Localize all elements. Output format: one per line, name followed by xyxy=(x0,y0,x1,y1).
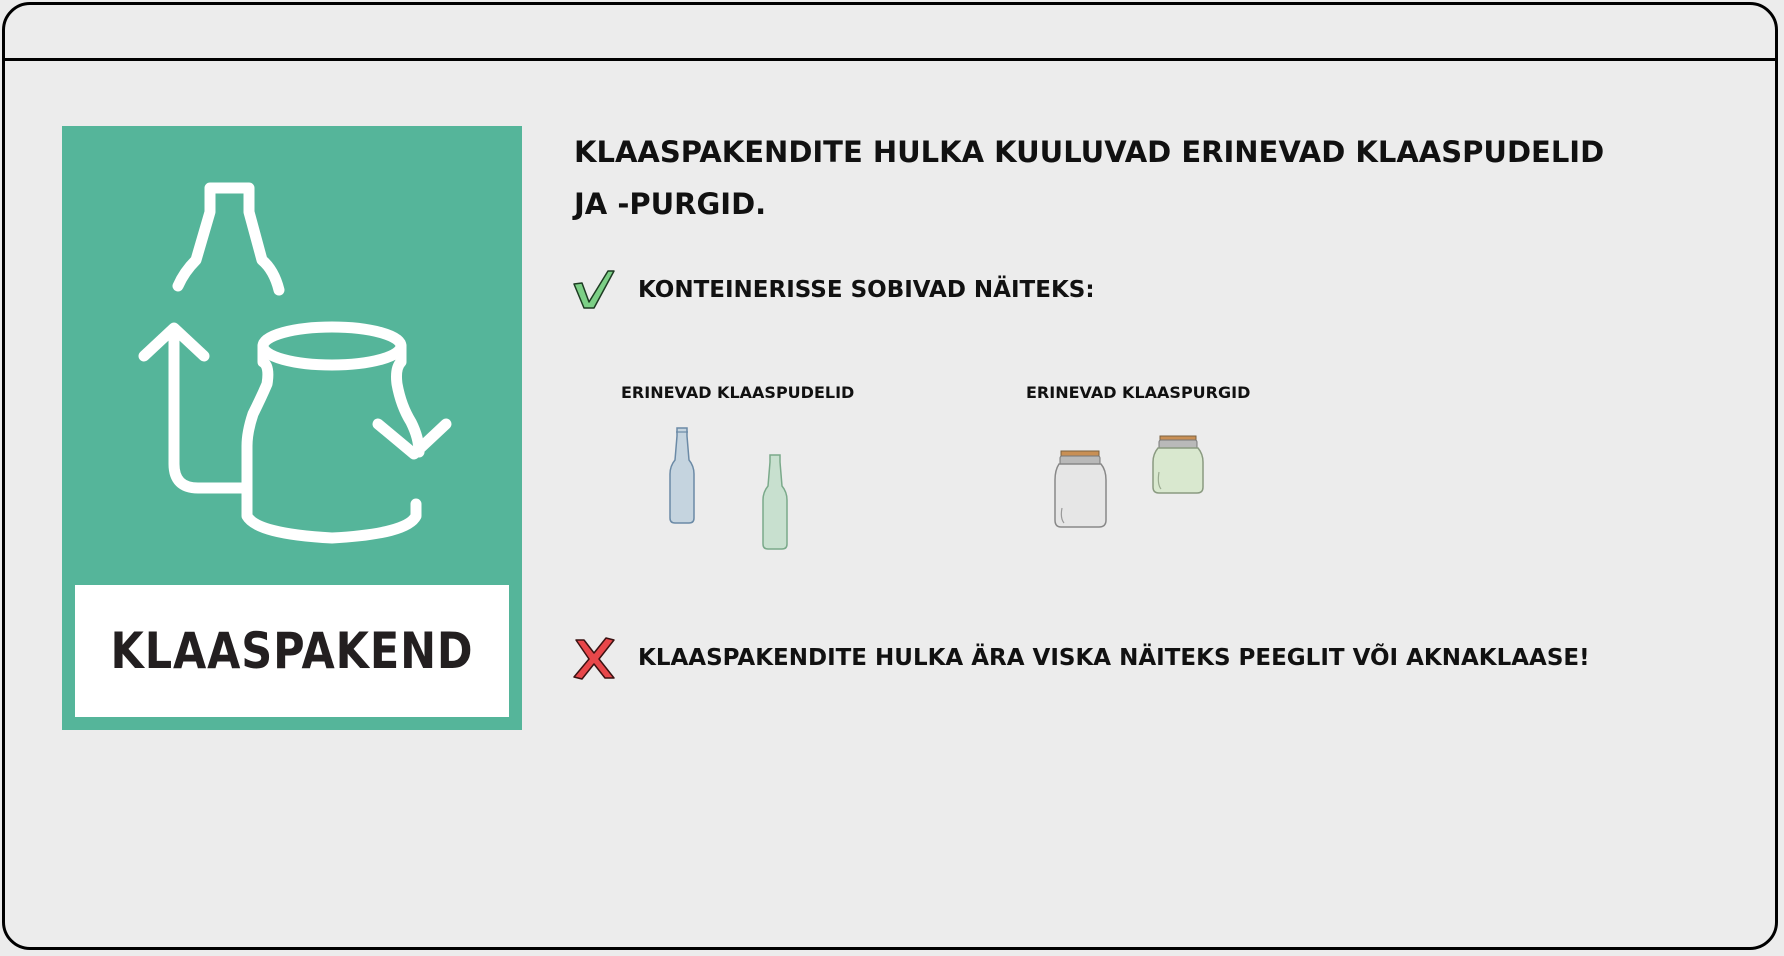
glass-bottles-icon xyxy=(660,424,800,554)
example-label-bottles: ERINEVAD KLAASPUDELID xyxy=(621,383,855,402)
waste-sign xyxy=(62,126,522,730)
sign-label-panel xyxy=(75,585,509,717)
allowed-row xyxy=(572,268,1095,312)
title-bar xyxy=(5,5,1775,61)
glass-jars-icon xyxy=(1050,432,1210,532)
forbidden-row xyxy=(572,636,1590,680)
checkmark-icon xyxy=(572,268,616,312)
cross-icon xyxy=(572,636,616,680)
headline-line-1: KLAASPAKENDITE HULKA KUULUVAD ERINEVAD KLAASPUDELID xyxy=(574,135,1605,169)
forbidden-text: KLAASPAKENDITE HULKA ÄRA VISKA NÄITEKS PEEGLIT VÕI AKNAKLAASE! xyxy=(638,645,1590,671)
allowed-heading: KONTEINERISSE SOBIVAD NÄITEKS: xyxy=(638,277,1095,303)
headline-line-2: JA -PURGID. xyxy=(574,187,767,221)
example-label-jars: ERINEVAD KLAASPURGID xyxy=(1026,383,1251,402)
glass-recycling-icon xyxy=(62,126,522,586)
headline xyxy=(574,126,1654,230)
sign-label: KLAASPAKEND xyxy=(110,622,474,680)
